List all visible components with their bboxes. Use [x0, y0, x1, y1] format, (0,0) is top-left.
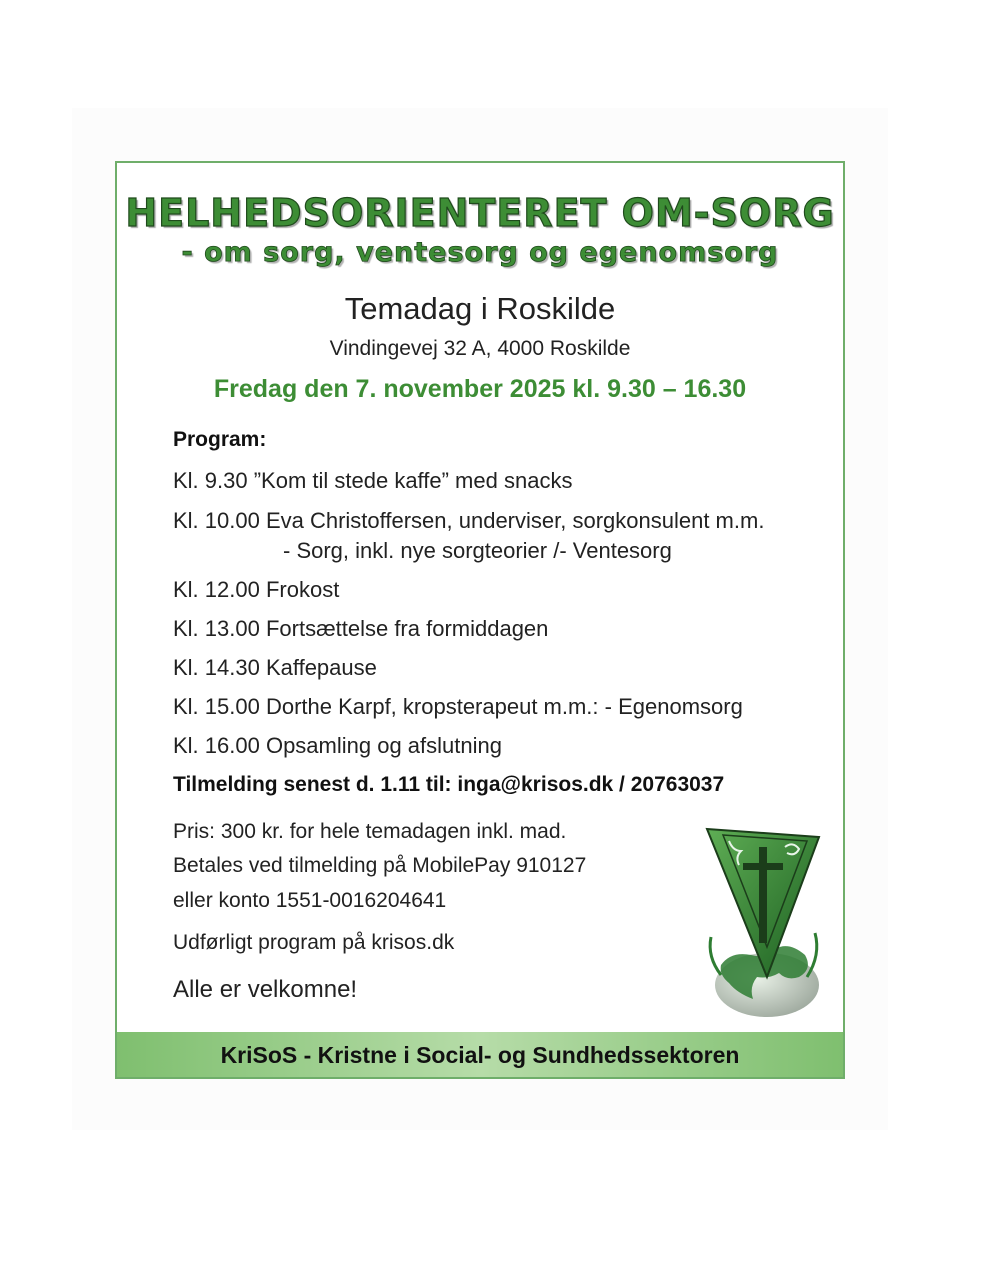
program-item: Kl. 12.00 Frokost: [173, 577, 340, 602]
event-name: Temadag i Roskilde: [344, 291, 616, 326]
program-item: Kl. 15.00 Dorthe Karpf, kropsterapeut m.m.: - Egenomsorg: [173, 694, 743, 719]
mobilepay-text: Betales ved tilmelding på MobilePay 910127: [173, 854, 587, 877]
program-item: Kl. 13.00 Fortsættelse fra formiddagen: [173, 616, 549, 641]
program-item: Kl. 10.00 Eva Christoffersen, underviser, sorgkonsulent m.m.: [173, 508, 765, 533]
flyer-card: [115, 161, 845, 1079]
program-label: Program:: [173, 428, 267, 451]
program-item: Kl. 14.30 Kaffepause: [173, 655, 377, 680]
account-text: eller konto 1551-0016204641: [173, 889, 447, 912]
signup-info: Tilmelding senest d. 1.11 til: inga@krisos.dk / 20763037: [173, 773, 725, 796]
footer-text: KriSoS - Kristne i Social- og Sundhedssektoren: [220, 1042, 740, 1068]
program-item-detail: - Sorg, inkl. nye sorgteorier /- Ventesorg: [283, 538, 672, 563]
krisos-logo-icon: [703, 827, 825, 1021]
event-address: Vindingevej 32 A, 4000 Roskilde: [329, 337, 631, 360]
program-item: Kl. 16.00 Opsamling og afslutning: [173, 733, 502, 758]
event-date: Fredag den 7. november 2025 kl. 9.30 – 16.30: [213, 375, 747, 403]
flyer-title: HELHEDSORIENTERET OM-SORG: [125, 191, 835, 235]
flyer-subtitle: - om sorg, ventesorg og egenomsorg: [181, 237, 779, 268]
welcome-text: Alle er velkomne!: [173, 976, 358, 1003]
program-item: Kl. 9.30 ”Kom til stede kaffe” med snacks: [173, 468, 573, 493]
program-link-text: Udførligt program på krisos.dk: [173, 931, 455, 954]
footer-banner: [117, 1032, 843, 1077]
price-text: Pris: 300 kr. for hele temadagen inkl. mad.: [173, 820, 567, 843]
